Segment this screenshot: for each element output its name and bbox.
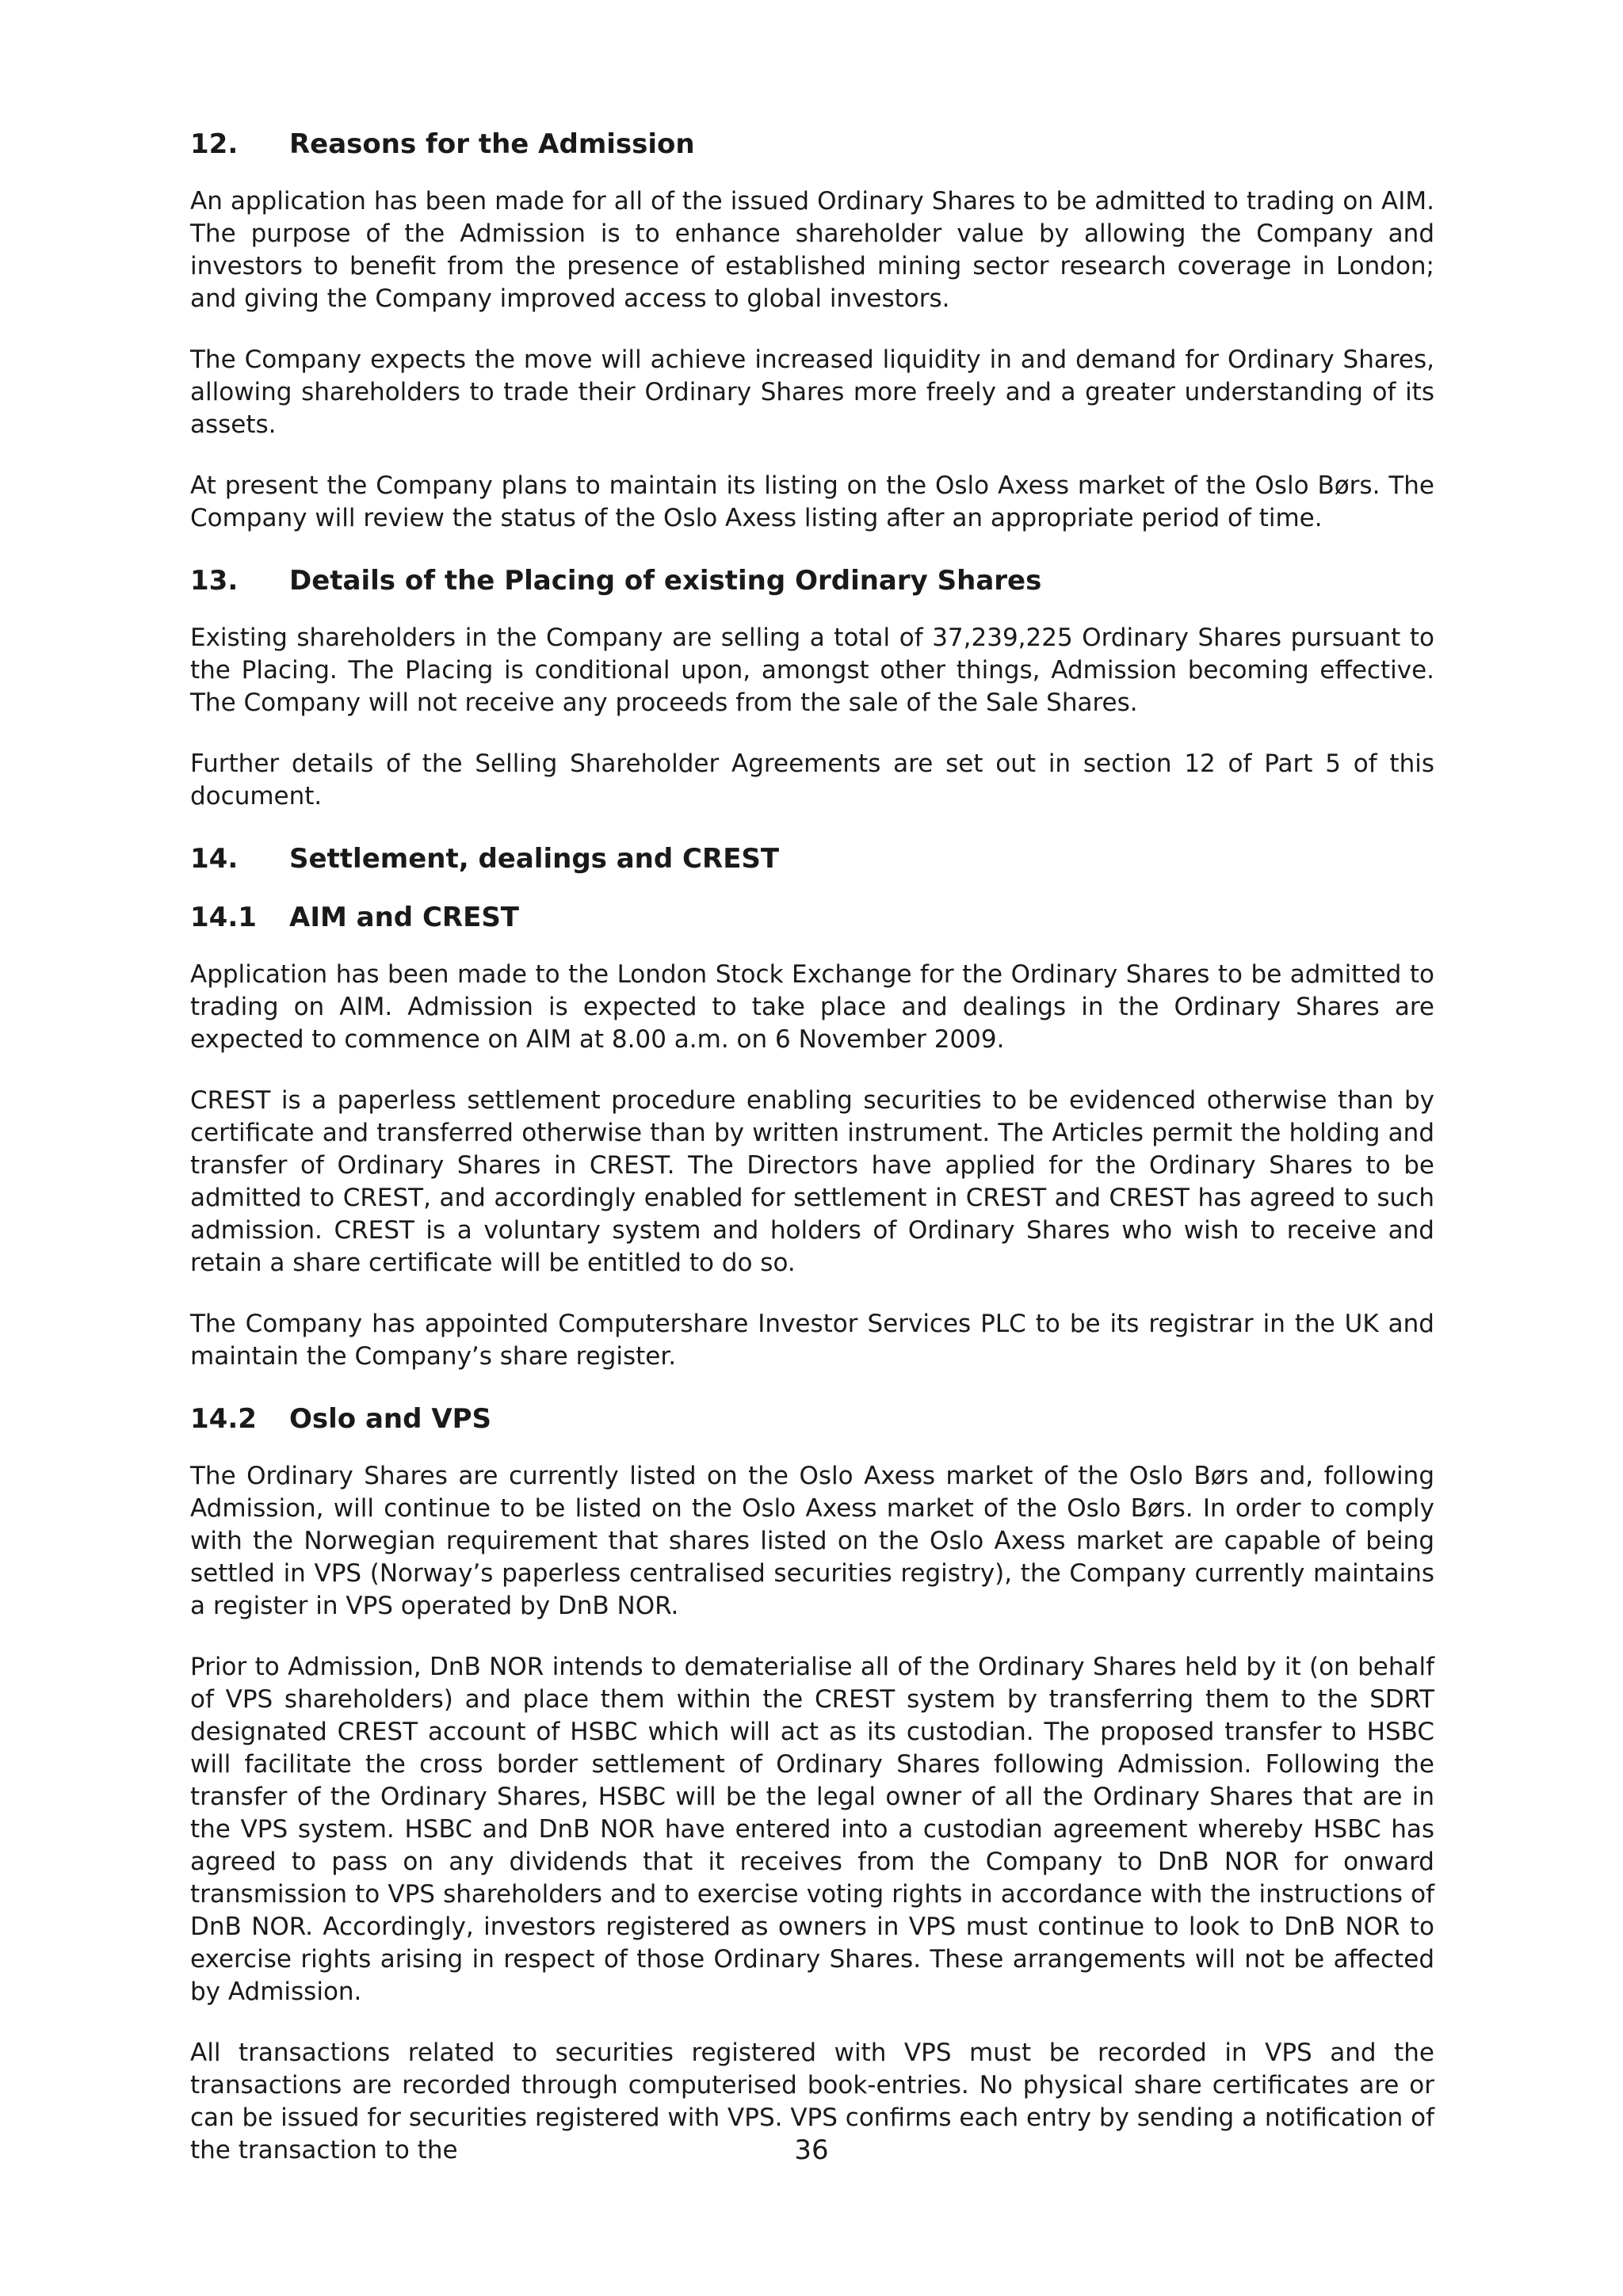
paragraph: Application has been made to the London Stock Exchange for the Ordinary Shares to be admitted to trading on AIM. Admission is expected to take place and dealings in the Ordinary Shares are expected to commence on AIM at 8.00 a.m. on 6 November 2009. bbox=[190, 960, 1434, 1054]
section-number: 13. bbox=[190, 565, 239, 597]
section-12 bbox=[190, 127, 1434, 535]
section-number: 14. bbox=[190, 843, 239, 875]
section-heading bbox=[190, 127, 1434, 162]
section-title: Settlement, dealings and CREST bbox=[289, 843, 780, 875]
section-number: 14.2 bbox=[190, 1403, 257, 1435]
section-14 bbox=[190, 841, 1434, 876]
paragraph: The Company expects the move will achieve increased liquidity in and demand for Ordinary Shares, allowing shareholders to trade their Ordinary Shares more freely and a greater understanding of its assets. bbox=[190, 345, 1434, 439]
paragraph: All transactions related to securities registered with VPS must be recorded in VPS and the transactions are recorded through computerised book-entries. No physical share certificates are or can be issued for securities registered with VPS. VPS confirms each entry by sending a notification of the transaction to the bbox=[190, 2039, 1434, 2164]
paragraph: Further details of the Selling Shareholder Agreements are set out in section 12 of Part 5 of this document. bbox=[190, 749, 1434, 810]
document-page bbox=[190, 127, 1434, 2195]
section-14-1 bbox=[190, 900, 1434, 1373]
section-title: Details of the Placing of existing Ordinary Shares bbox=[289, 565, 1042, 597]
subsection-heading bbox=[190, 1402, 1434, 1436]
paragraph: The Company has appointed Computershare Investor Services PLC to be its registrar in the UK and maintain the Company’s share register. bbox=[190, 1310, 1434, 1371]
section-13 bbox=[190, 563, 1434, 813]
section-14-2 bbox=[190, 1402, 1434, 2167]
section-title: Oslo and VPS bbox=[289, 1403, 492, 1435]
paragraph: Existing shareholders in the Company are selling a total of 37,239,225 Ordinary Shares pursuant to the Placing. The Placing is conditional upon, amongst other things, Admission becoming effective. The Company will not receive any proceeds from the sale of the Sale Shares. bbox=[190, 624, 1434, 717]
section-heading bbox=[190, 563, 1434, 598]
paragraph: An application has been made for all of the issued Ordinary Shares to be admitted to trading on AIM. The purpose of the Admission is to enhance shareholder value by allowing the Company and investors to benefit from the presence of established mining sector research coverage in London; and giving the Company improved access to global investors. bbox=[190, 187, 1434, 313]
paragraph: Prior to Admission, DnB NOR intends to dematerialise all of the Ordinary Shares held by it (on behalf of VPS shareholders) and place them within the CREST system by transferring them to the SDRT designated CREST account of HSBC which will act as its custodian. The proposed transfer to HSBC will facilitate the cross border settlement of Ordinary Shares following Admission. Following the transfer of the Ordinary Shares, HSBC will be the legal owner of all the Ordinary Shares that are in the VPS system. HSBC and DnB NOR have entered into a custodian agreement whereby HSBC has agreed to pass on any dividends that it receives from the Company to DnB NOR for onward transmission to VPS shareholders and to exercise voting rights in accordance with the instructions of DnB NOR. Accordingly, investors registered as owners in VPS must continue to look to DnB NOR to exercise rights arising in respect of those Ordinary Shares. These arrangements will not be affected by Admission. bbox=[190, 1653, 1434, 2006]
section-title: Reasons for the Admission bbox=[289, 128, 695, 160]
paragraph: The Ordinary Shares are currently listed on the Oslo Axess market of the Oslo Børs and, following Admission, will continue to be listed on the Oslo Axess market of the Oslo Børs. In order to comply with the Norwegian requirement that shares listed on the Oslo Axess market are capable of being settled in VPS (Norway’s paperless centralised securities registry), the Company currently maintains a register in VPS operated by DnB NOR. bbox=[190, 1462, 1434, 1620]
page-number: 36 bbox=[794, 2134, 829, 2166]
paragraph: At present the Company plans to maintain its listing on the Oslo Axess market of the Oslo Børs. The Company will review the status of the Oslo Axess listing after an appropriate period of time. bbox=[190, 471, 1434, 532]
section-heading bbox=[190, 841, 1434, 876]
section-number: 12. bbox=[190, 128, 239, 160]
section-number: 14.1 bbox=[190, 902, 257, 933]
paragraph: CREST is a paperless settlement procedure enabling securities to be evidenced otherwise than by certificate and transferred otherwise than by written instrument. The Articles permit the holding and transfer of Ordinary Shares in CREST. The Directors have applied for the Ordinary Shares to be admitted to CREST, and accordingly enabled for settlement in CREST and CREST has agreed to such admission. CREST is a voluntary system and holders of Ordinary Shares who wish to receive and retain a share certificate will be entitled to do so. bbox=[190, 1086, 1434, 1277]
section-title: AIM and CREST bbox=[289, 902, 519, 933]
subsection-heading bbox=[190, 900, 1434, 935]
